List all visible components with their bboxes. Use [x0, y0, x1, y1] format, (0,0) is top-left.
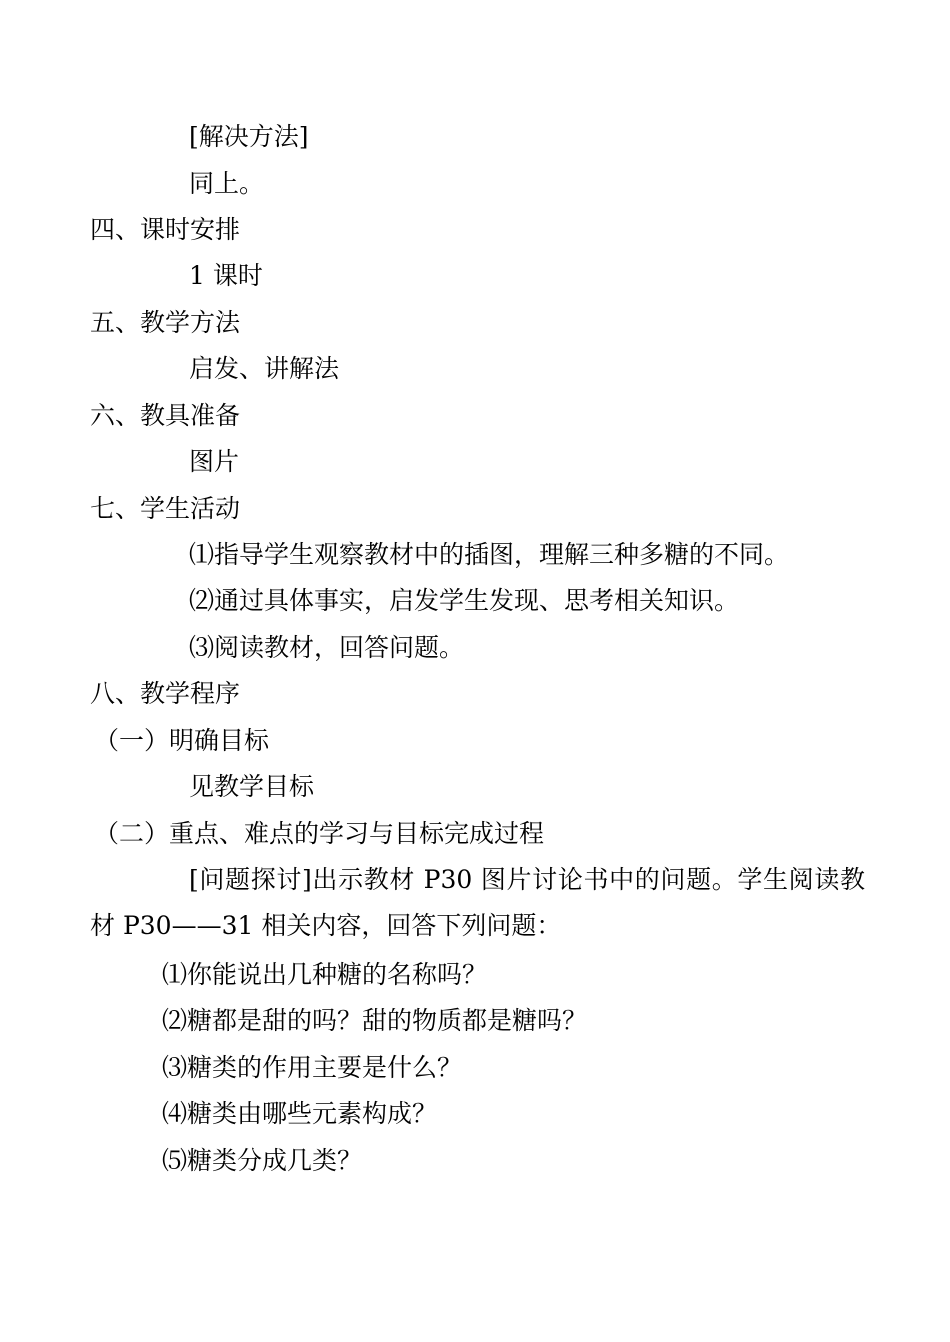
activity-item: ⑶阅读教材，回答问题。	[189, 633, 465, 662]
question-item: ⑴你能说出几种糖的名称吗？	[162, 960, 488, 989]
question-item: ⑵糖都是甜的吗？甜的物质都是糖吗？	[162, 1006, 588, 1035]
solution-text: 同上。	[189, 169, 265, 198]
section-6-heading: 六、教具准备	[90, 401, 241, 430]
subsection-1-body: 见教学目标	[189, 772, 315, 801]
question-item: ⑶糖类的作用主要是什么？	[162, 1053, 463, 1082]
subsection-2-heading: （二）重点、难点的学习与目标完成过程	[94, 819, 545, 848]
question-item: ⑸糖类分成几类？	[162, 1146, 363, 1175]
section-6-body: 图片	[189, 447, 240, 476]
activity-item: ⑴指导学生观察教材中的插图，理解三种多糖的不同。	[189, 540, 790, 569]
subsection-1-heading: （一）明确目标	[94, 726, 270, 755]
problem-discussion-paragraph: [问题探讨]出示教材 P30 图片讨论书中的问题。学生阅读教材 P30——31 相关内容，回答下列问题：	[90, 865, 865, 940]
section-4-body: 1 课时	[189, 261, 263, 290]
solution-heading: [解决方法]	[189, 122, 309, 151]
section-8-heading: 八、教学程序	[90, 679, 241, 708]
section-5-body: 启发、讲解法	[189, 354, 340, 383]
activity-item: ⑵通过具体事实，启发学生发现、思考相关知识。	[189, 586, 740, 615]
section-4-heading: 四、课时安排	[90, 215, 241, 244]
section-5-heading: 五、教学方法	[90, 308, 241, 337]
section-7-heading: 七、学生活动	[90, 494, 241, 523]
question-item: ⑷糖类由哪些元素构成？	[162, 1099, 438, 1128]
